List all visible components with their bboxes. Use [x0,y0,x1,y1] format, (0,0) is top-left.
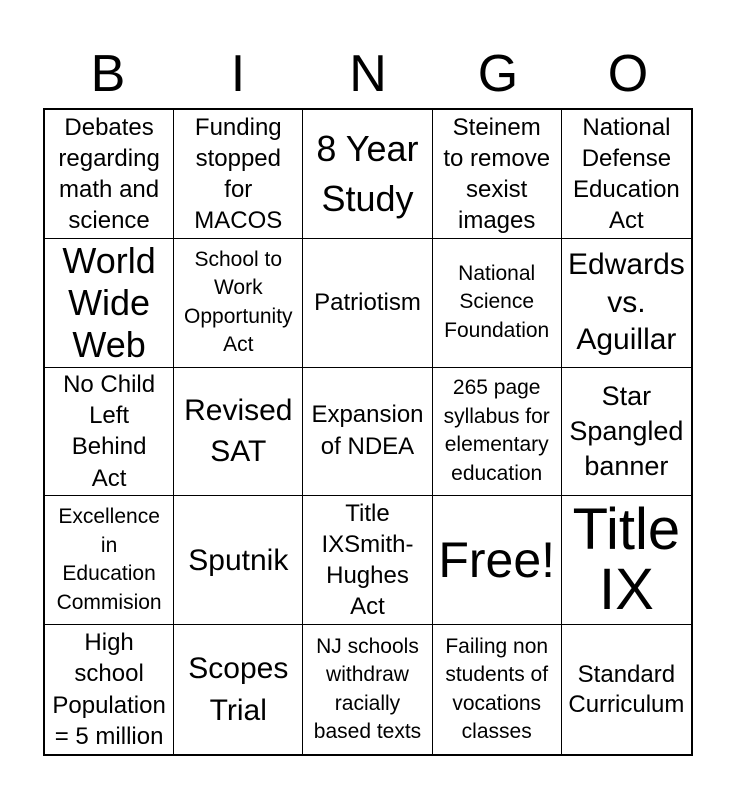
cell-label: Debates regarding math and science [58,113,160,235]
cell-label: Standard Curriculum [568,660,685,718]
bingo-cell[interactable] [45,368,174,497]
cell-label: Patriotism [314,289,421,317]
cell-label: Excellence in Education Commision [56,505,162,614]
header-letter-o: O [607,45,649,103]
bingo-cell[interactable] [45,496,174,625]
cell-label: Scopes Trial [188,652,289,727]
bingo-cell[interactable] [433,625,562,754]
bingo-cell[interactable] [174,239,303,368]
cell-label: Sputnik [188,543,289,577]
bingo-cell[interactable] [433,368,562,497]
bingo-cell[interactable] [303,625,432,754]
cell-label: National Defense Education Act [573,113,680,235]
cell-label: National Science Foundation [444,261,550,342]
header-letter-n: N [349,45,387,103]
bingo-cell[interactable] [562,239,691,368]
bingo-cell[interactable] [303,368,432,497]
cell-label: School to Work Opportunity Act [184,247,293,357]
bingo-cell[interactable] [562,368,691,497]
bingo-cell[interactable] [174,625,303,754]
cell-label: Expansion of NDEA [311,400,424,461]
bingo-cell[interactable] [174,368,303,497]
bingo-board [43,108,693,756]
cell-label: Steinem to remove sexist images [443,113,551,235]
bingo-cell[interactable] [303,110,432,239]
bingo-cell[interactable] [303,496,432,625]
cell-label: Title IXSmith- Hughes Act [321,499,414,621]
header-letter-b: B [90,45,126,103]
bingo-cell[interactable] [562,110,691,239]
cell-label: NJ schools withdraw racially based texts [313,634,422,744]
cell-label: World Wide Web [62,239,156,365]
bingo-cell[interactable] [174,110,303,239]
cell-label: 8 Year Study [316,128,419,219]
cell-label: Funding stopped for MACOS [194,113,283,235]
bingo-cell[interactable] [45,239,174,368]
bingo-cell[interactable] [45,110,174,239]
free-space-label: Free! [438,531,556,588]
bingo-cell[interactable] [433,239,562,368]
cell-label: 265 page syllabus for elementary education [443,376,550,486]
bingo-cell[interactable] [303,239,432,368]
cell-label: No Child Left Behind Act [63,371,156,492]
bingo-cell[interactable] [562,625,691,754]
bingo-cell[interactable] [562,496,691,625]
cell-label: High school Population = 5 million [52,629,166,750]
cell-label: Edwards vs. Aguillar [568,248,685,357]
free-space[interactable] [433,496,562,625]
bingo-cell[interactable] [45,625,174,754]
cell-label: Failing non students of vocations classes [445,634,549,744]
header-letter-g: G [477,45,519,103]
header-letter-i: I [230,45,246,103]
bingo-cell[interactable] [174,496,303,625]
bingo-cell[interactable] [433,110,562,239]
cell-label: Star Spangled banner [569,380,684,482]
cell-label: Revised SAT [184,394,293,469]
cell-label: Title IX [572,496,681,623]
bingo-header [43,40,693,108]
